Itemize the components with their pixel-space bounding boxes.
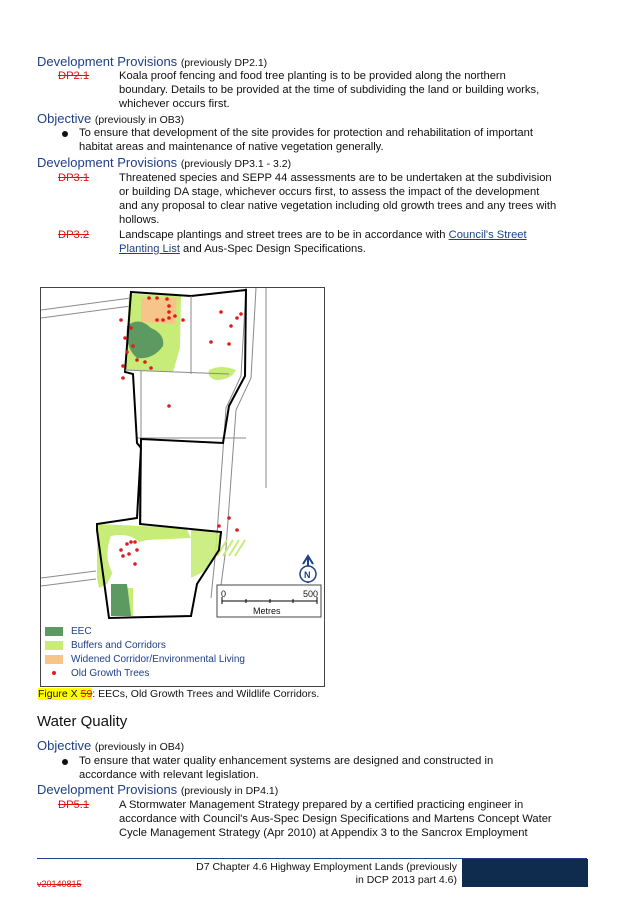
objective-text: To ensure that development of the site provides for protection and rehabilitation of important habitat areas and maintenance of native vegetation generally.	[79, 127, 533, 153]
provision-code: DP5.1	[58, 799, 90, 811]
figure-caption: Figure X 59: EECs, Old Growth Trees and Wildlife Corridors.	[38, 688, 320, 700]
scale-end-label: 500	[303, 589, 319, 599]
provision-text: Threatened species and SEPP 44 assessments are to be undertaken at the subdivision or building DA stage, whichever occurs first, to assess the impact of the development and any proposal to clear native vegetation including old growth trees and any trees with hollows.	[119, 172, 557, 226]
north-label: N	[304, 570, 311, 580]
provision-code: DP2.1	[58, 70, 90, 82]
footer-title: D7 Chapter 4.6 Highway Employment Lands (previously in DCP 2013 part 4.6)	[196, 861, 457, 886]
map-figure: N 0 500 Metres EEC Buffers and Corridors Widened Corridor/Environmental Living Old Growth Trees	[40, 287, 325, 687]
legend-swatch	[45, 627, 63, 636]
bullet-icon	[62, 131, 68, 137]
street-planting-list-link[interactable]: Council's Street	[448, 229, 527, 241]
provision-code: DP3.2	[58, 229, 90, 241]
street-planting-list-link[interactable]: Planting List	[119, 243, 180, 255]
tree-marker-icon	[52, 671, 56, 675]
scale-unit-label: Metres	[253, 606, 281, 616]
bullet-icon	[62, 759, 68, 765]
development-provisions-heading-1: Development Provisions (previously DP2.1)	[37, 54, 268, 69]
footer-version: v20140815	[37, 879, 82, 889]
provision-code: DP3.1	[58, 172, 90, 184]
legend-swatch	[45, 655, 63, 664]
provision-text: Koala proof fencing and food tree planting is to be provided along the northern boundary. Details to be provided at the time of subdividing the land or building works, whichever occurs first.	[119, 70, 540, 110]
section-title: Water Quality	[37, 713, 128, 730]
development-provisions-heading-2: Development Provisions (previously DP3.1 - 3.2)	[37, 155, 292, 170]
objective-text: To ensure that water quality enhancement systems are designed and constructed in accordance with relevant legislation.	[79, 755, 494, 781]
provision-text: Landscape plantings and street trees are to be in accordance with Council's Street Planting List and Aus-Spec Design Specifications.	[119, 229, 527, 255]
legend-swatch	[45, 641, 63, 650]
footer-color-block	[462, 859, 588, 887]
scale-start-label: 0	[221, 589, 227, 599]
development-provisions-heading-3: Development Provisions (previously in DP4.1)	[37, 782, 279, 797]
objective-heading-1: Objective (previously in OB3)	[37, 111, 185, 126]
provision-text: A Stormwater Management Strategy prepared by a certified practicing engineer in accordance with Council's Aus-Spec Design Specifications and Martens Concept Water Cycle Management Strategy (Apr 2010) at Appendix 3 to the Sancrox Employment	[119, 799, 552, 839]
objective-heading-2: Objective (previously in OB4)	[37, 738, 185, 753]
